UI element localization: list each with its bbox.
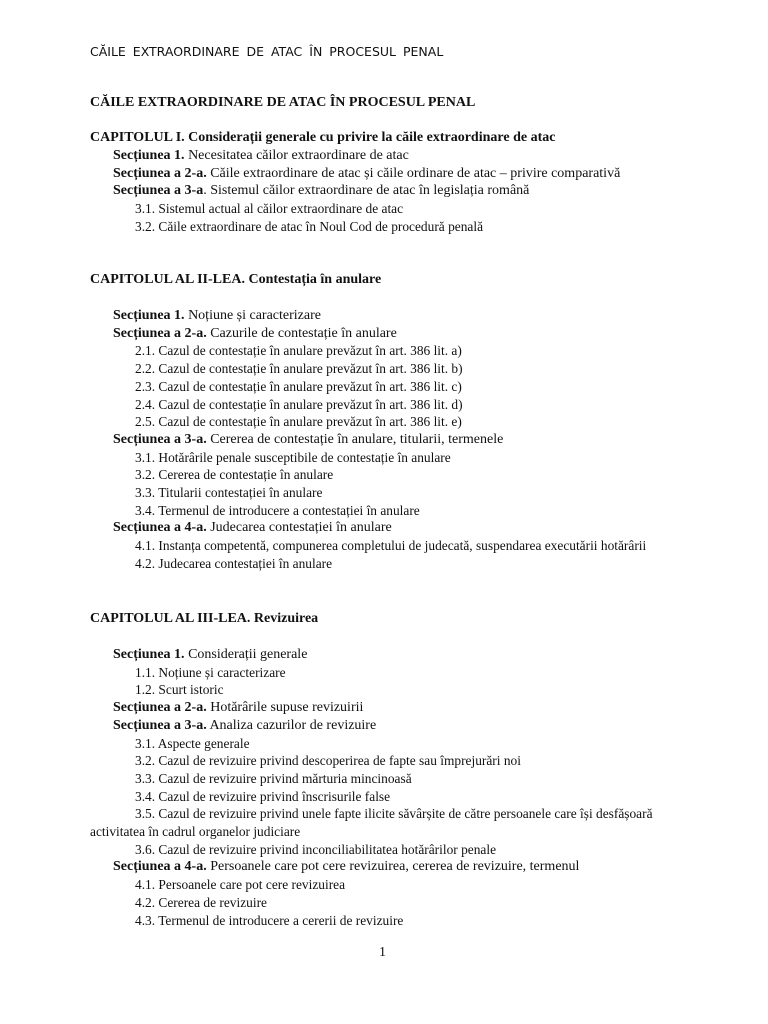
subsection: 4.2. Cererea de revizuire (135, 894, 267, 910)
subsection: 3.1. Hotărârile penale susceptibile de contestație în anulare (135, 449, 451, 465)
section: Secțiunea a 2-a. Hotărârile supuse revizuirii (113, 700, 364, 716)
subsection: 1.1. Noțiune și caracterizare (135, 664, 286, 680)
subsection: 3.3. Cazul de revizuire privind mărturia mincinoasă (135, 770, 412, 786)
subsection: 4.1. Persoanele care pot cere revizuirea (135, 877, 346, 893)
subsection: 3.6. Cazul de revizuire privind inconciliabilitatea hotărârilor penale (135, 841, 497, 857)
section: Secțiunea a 2-a. Căile extraordinare de atac și căile ordinare de atac – privire comparativă (113, 165, 621, 181)
section: Secțiunea 1. Considerații generale (113, 647, 308, 662)
subsection: 2.1. Cazul de contestație în anulare prevăzut în art. 386 lit. a) (135, 343, 462, 359)
subsection: 3.4. Cazul de revizuire privind înscrisurile false (135, 788, 391, 804)
subsection: 2.2. Cazul de contestație în anulare prevăzut în art. 386 lit. b) (135, 361, 463, 377)
section: Secțiunea a 4-a. Persoanele care pot cere revizuirea, cererea de revizuire, termenul (113, 859, 580, 875)
document-title: CĂILE EXTRAORDINARE DE ATAC ÎN PROCESUL PENAL (90, 95, 476, 110)
section: Secțiunea 1. Noțiune și caracterizare (113, 308, 321, 323)
section: Secțiunea 1. Necesitatea căilor extraordinare de atac (113, 148, 409, 163)
subsection: 3.2. Cererea de contestație în anulare (135, 467, 334, 483)
subsection: 3.2. Căile extraordinare de atac în Noul Cod de procedură penală (135, 218, 484, 234)
section: Secțiunea a 3-a. Analiza cazurilor de revizuire (113, 717, 377, 733)
subsection: 4.2. Judecarea contestației în anulare (135, 555, 333, 571)
subsection: 2.3. Cazul de contestație în anulare prevăzut în art. 386 lit. c) (135, 378, 462, 394)
running-header: CĂILE EXTRAORDINARE DE ATAC ÎN PROCESUL PENAL (90, 44, 444, 59)
subsection: 2.5. Cazul de contestație în anulare prevăzut în art. 386 lit. e) (135, 414, 462, 430)
section: Secțiunea a 3-a. Cererea de contestație în anulare, titularii, termenele (113, 431, 504, 447)
subsection: 1.2. Scurt istoric (135, 682, 224, 698)
subsection: 3.5. Cazul de revizuire privind unele fapte ilicite săvârșite de către persoanele care își desfășoară activitatea în cadrul organelor judiciare (90, 806, 653, 840)
section: Secțiunea a 2-a. Cazurile de contestație în anulare (113, 325, 397, 341)
chapter-title: CAPITOLUL I. Considerații generale cu privire la căile extraordinare de atac (90, 130, 556, 145)
chapter-2 (90, 271, 690, 573)
subsection: 3.3. Titularii contestației în anulare (135, 485, 323, 501)
subsection: 3.1. Aspecte generale (135, 735, 250, 751)
subsection: 2.4. Cazul de contestație în anulare prevăzut în art. 386 lit. d) (135, 396, 463, 412)
subsection: 3.4. Termenul de introducere a contestației în anulare (135, 502, 420, 518)
chapter-title: CAPITOLUL AL III-LEA. Revizuirea (90, 611, 319, 626)
section: Secțiunea a 4-a. Judecarea contestației în anulare (113, 520, 392, 536)
subsection: 3.1. Sistemul actual al căilor extraordinare de atac (135, 201, 404, 217)
subsection: 4.3. Termenul de introducere a cererii de revizuire (135, 912, 404, 928)
chapter-3 (90, 610, 690, 929)
chapter-1 (90, 129, 690, 236)
page-number: 1 (379, 945, 386, 960)
section: Secțiunea a 3-a. Sistemul căilor extraordinare de atac în legislația română (113, 183, 530, 199)
subsection: 4.1. Instanța competentă, compunerea completului de judecată, suspendarea executării hotărârii (135, 538, 647, 554)
subsection: 3.2. Cazul de revizuire privind descoperirea de fapte sau împrejurări noi (135, 753, 521, 769)
chapter-title: CAPITOLUL AL II-LEA. Contestația în anulare (90, 272, 382, 287)
